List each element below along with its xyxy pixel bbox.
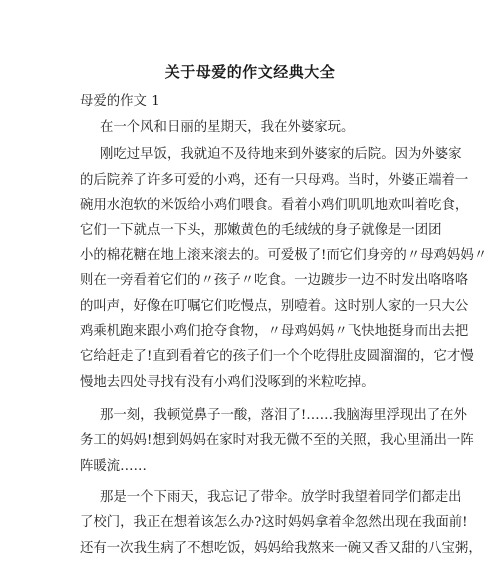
paragraph-line: 了校门，我正在想着该怎么办?这时妈妈拿着伞忽然出现在我面前! <box>80 515 468 530</box>
paragraph-line: 在一个风和日丽的星期天，我在外婆家玩。 <box>100 120 355 135</box>
paragraph-line: 的后院养了许多可爱的小鸡，还有一只母鸡。当时，外婆正端着一 <box>80 173 469 188</box>
paragraph-line: 那是一个下雨天，我忘记了带伞。放学时我望着同学们都走出 <box>100 490 462 505</box>
paragraph-line: 那一刻，我顿觉鼻子一酸，落泪了!……我脑海里浮现出了在外 <box>100 408 467 423</box>
paragraph-line: 慢地去四处寻找有没有小鸡们没啄到的米粒吃掉。 <box>80 375 375 390</box>
paragraph-line: 小的棉花糖在地上滚来滚去的。可爱极了!而它们身旁的〃母鸡妈妈〃 <box>80 248 488 263</box>
essay-subtitle: 母爱的作文 1 <box>80 94 160 109</box>
paragraph-line: 还有一次我生病了不想吃饭，妈妈给我熬来一碗又香又甜的八宝粥， <box>80 541 482 556</box>
paragraph-line: 务工的妈妈!想到妈妈在家时对我无微不至的关照，我心里涌出一阵 <box>80 433 474 448</box>
paragraph-line: 的叫声，好像在叮嘱它们吃慢点，别噎着。这时别人家的一只大公 <box>80 299 469 314</box>
document-title: 关于母爱的作文经典大全 <box>164 63 336 81</box>
paragraph-line: 它们一下就点一下头，那嫩黄色的毛绒绒的身子就像是一团团 <box>80 223 442 238</box>
paragraph-line: 它给赶走了!直到看着它的孩子们一个个吃得肚皮圆溜溜的，它才慢 <box>80 349 474 364</box>
paragraph-line: 刚吃过早饭，我就迫不及待地来到外婆家的后院。因为外婆家 <box>100 147 462 162</box>
paragraph-line: 鸡乘机跑来跟小鸡们抢夺食物，〃母鸡妈妈〃飞快地挺身而出去把 <box>80 324 469 339</box>
paragraph-line: 碗用水泡软的米饭给小鸡们喂食。看着小鸡们叽叽地欢叫着吃食， <box>80 198 469 213</box>
paragraph-line: 阵暖流…… <box>80 459 147 474</box>
paragraph-line: 则在一旁看着它们的〃孩子〃吃食。一边踱步一边不时发出咯咯咯 <box>80 273 469 288</box>
